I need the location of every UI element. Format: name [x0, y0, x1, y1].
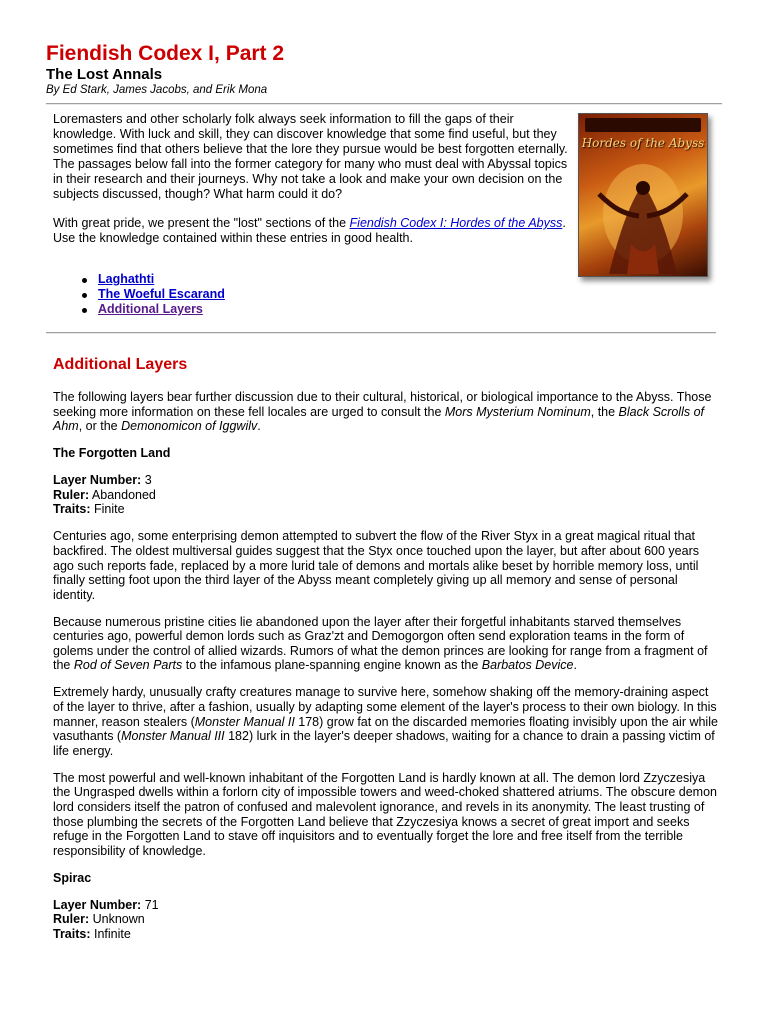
cover-logo-banner	[585, 118, 701, 132]
stat-traits: Traits: Finite	[53, 502, 125, 517]
link-laghathti[interactable]: Laghathti	[98, 272, 155, 286]
layer-stats-spirac	[53, 898, 718, 942]
body-paragraph: Extremely hardy, unusually crafty creatures manage to survive here, somehow shaking off the memory-draining aspect of the layer to thrive, after a fashion, usually by adapting some element of the layer's process to their own biology. In this manner, reason stealers (Monster Manual II 178) grow fat on the discarded memories floating invisibly upon the air while vasuthants (Monster Manual III 182) lurk in the layer's deeper shadows, waiting for a chance to drain a passing victim of life energy.	[53, 685, 718, 758]
page-subtitle: The Lost Annals	[46, 66, 163, 83]
list-item	[98, 302, 225, 317]
stat-traits: Traits: Infinite	[53, 926, 131, 941]
list-item	[98, 272, 225, 287]
intro-paragraph-2: With great pride, we present the "lost" sections of the Fiendish Codex I: Hordes of the Abyss. Use the knowledge contained within these entries in good health.	[53, 216, 566, 245]
byline: By Ed Stark, James Jacobs, and Erik Mona	[46, 84, 268, 96]
top-divider	[46, 103, 722, 105]
stat-layer-number: Layer Number: 71	[53, 897, 159, 912]
section-title: Additional Layers	[53, 356, 188, 373]
layer-heading-forgotten-land: The Forgotten Land	[53, 446, 171, 461]
stat-ruler: Ruler: Unknown	[53, 912, 145, 927]
book-cover-image	[578, 113, 708, 277]
fiendish-codex-link[interactable]: Fiendish Codex I: Hordes of the Abyss	[349, 216, 563, 230]
section-link-list	[98, 272, 225, 317]
body-paragraph: Because numerous pristine cities lie abandoned upon the layer after their forgetful inhabitants starved themselves centuries ago, powerful demon lords such as Graz'zt and Demogorgon often send exploration teams in the form of golems under the control of allied wizards. Rumors of what the demon princes are looking for range from a fragment of the Rod of Seven Parts to the infamous plane-spanning engine known as the Barbatos Device.	[53, 614, 708, 673]
link-additional-layers[interactable]: Additional Layers	[98, 302, 203, 316]
layer-heading-spirac: Spirac	[53, 870, 92, 885]
body-paragraph: Centuries ago, some enterprising demon attempted to subvert the flow of the River Styx in a great magical ritual that backfired. The oldest multiversal guides suggest that the Styx once touched upon the layer, but after about 600 years ago such reports fade, replaced by a more lurid tale of demons and mortals alike beset by horrible memory loss, until finally setting foot upon the third layer of the Abyss meant completely giving up all memory and sense of personal identity.	[53, 529, 700, 602]
stat-ruler: Ruler: Abandoned	[53, 487, 156, 502]
page-title: Fiendish Codex I, Part 2	[46, 42, 285, 65]
section-divider	[46, 332, 716, 334]
list-item	[98, 287, 225, 302]
intro-section	[53, 112, 573, 260]
intro-paragraph: Loremasters and other scholarly folk always seek information to fill the gaps of their knowledge. With luck and skill, they can discover knowledge that some find useful, but they sometimes find that others believe that the lore they pursue would be best forgotten eternally. The passages below fall into the former category for many who must deal with Abyssal topics in their research and their journeys. Why not take a look and make your own decision on the subjects discussed, though? What harm could it do?	[53, 112, 568, 201]
stat-layer-number: Layer Number: 3	[53, 473, 152, 488]
demon-illustration	[579, 154, 707, 276]
main-content	[53, 356, 718, 954]
layer-stats-forgotten-land	[53, 473, 718, 517]
section-intro-paragraph: The following layers bear further discussion due to their cultural, historical, or biological importance to the Abyss. Those seeking more information on these fell locales are urged to consult the Mors Mysterium Nominum, the Black Scrolls of Ahm, or the Demonomicon of Iggwilv.	[53, 390, 712, 434]
link-woeful-escarand[interactable]: The Woeful Escarand	[98, 287, 225, 301]
body-paragraph: The most powerful and well-known inhabitant of the Forgotten Land is hardly known at all. The demon lord Zzyczesiya the Ungrasped dwells within a forlorn city of impossible towers and weed-choked shattered atriums. The obscure demon lord considers itself the patron of confused and malevolent ignorance, and revels in its anonymity. The least trusting of those plumbing the secrets of the Forgotten Land believe that Zzyczesiya knows a secret of great import and seeks refuge in the Forgotten Land to stave off inquisitors and to eventually forget the lore and free itself from the terrible responsibility of knowledge.	[53, 770, 717, 858]
cover-title-text: Hordes of the Abyss	[581, 136, 705, 150]
